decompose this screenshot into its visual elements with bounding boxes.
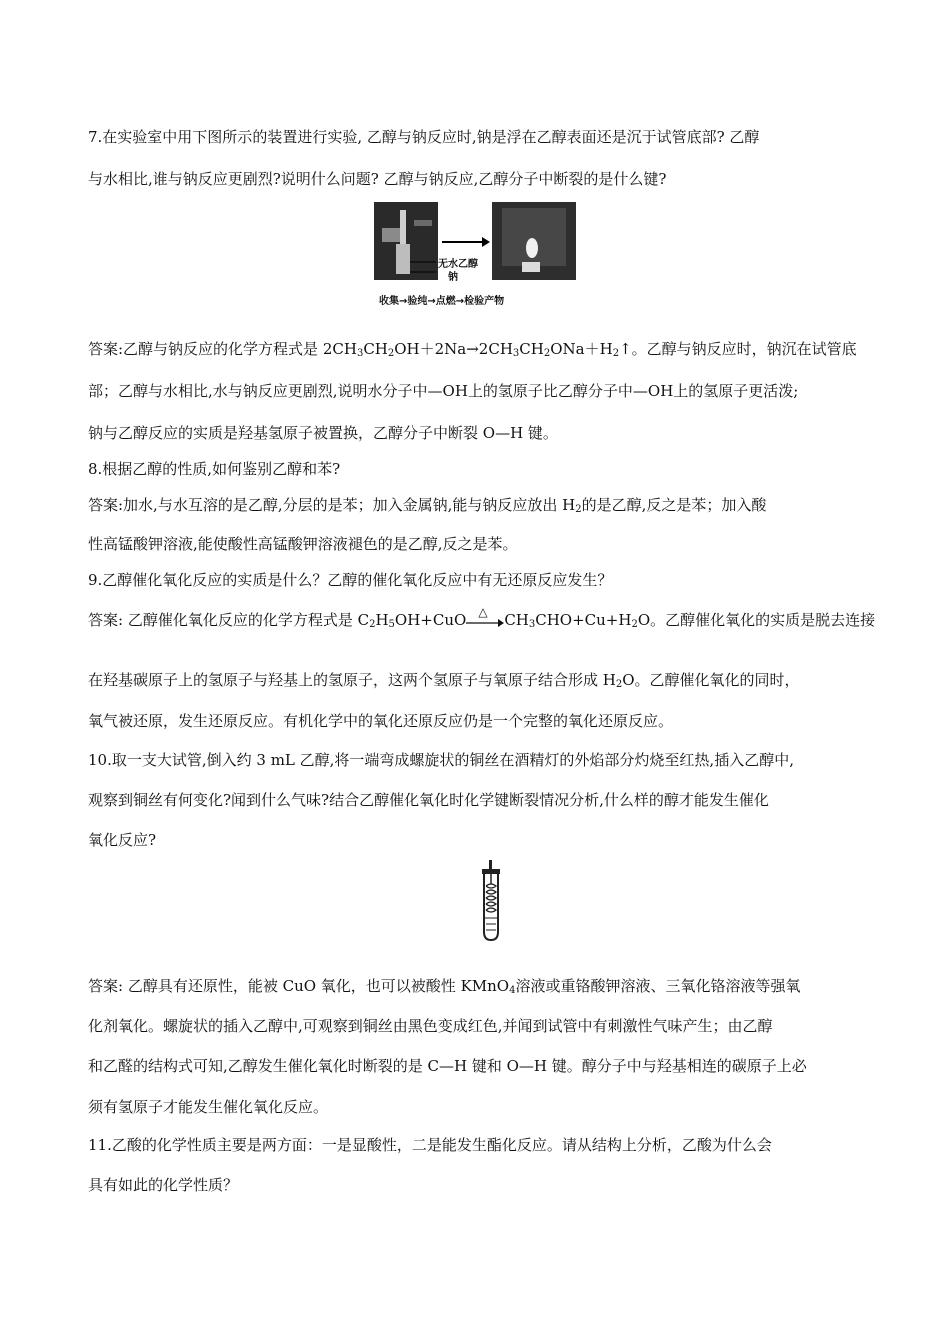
q8-answer-line1: 答案:加水,与水互溶的是乙醇,分层的是苯；加入金属钠,能与钠反应放出 $H_2$的是乙醇,反之是苯；加入酸 (88, 496, 767, 515)
q7-line2: 与水相比,谁与钠反应更剧烈?说明什么问题? 乙醇与钠反应,乙醇分子中断裂的是什么键? (88, 170, 667, 188)
q11-line1: 11.乙酸的化学性质主要是两方面：一是显酸性，二是能发生酯化反应。请从结构上分析，乙酸为什么会 (88, 1136, 772, 1154)
label-sodium: 钠 (448, 272, 458, 283)
q10-line2: 观察到铜丝有何变化?闻到什么气味?结合乙醇催化氧化时化学键断裂情况分析,什么样的醇才能发生催化 (88, 791, 769, 809)
q10-line3: 氧化反应? (88, 831, 157, 849)
q10-answer-line2: 化剂氧化。螺旋状的插入乙醇中,可观察到铜丝由黑色变成红色,并闻到试管中有刺激性气味产生；由乙醇 (88, 1017, 773, 1035)
q8-line1: 8.根据乙醇的性质,如何鉴别乙醇和苯? (88, 460, 341, 478)
q8-answer-line2: 性高锰酸钾溶液,能使酸性高锰酸钾溶液褪色的是乙醇,反之是苯。 (88, 535, 518, 553)
copper-spiral-test-tube-icon (478, 860, 504, 944)
test-tube-figure (478, 860, 504, 944)
q7-answer-line2: 部；乙醇与水相比,水与钠反应更剧烈,说明水分子中—OH上的氢原子比乙醇分子中—OH上的氢原子更活泼; (88, 382, 799, 400)
q9-line1: 9.乙醇催化氧化反应的实质是什么？乙醇的催化氧化反应中有无还原反应发生？ (88, 571, 613, 589)
q9-answer-line3: 氧气被还原，发生还原反应。有机化学中的氧化还原反应仍是一个完整的氧化还原反应。 (88, 712, 674, 730)
q7-answer-line3: 钠与乙醇反应的实质是羟基氢原子被置换，乙醇分子中断裂 O—H 键。 (88, 424, 558, 442)
q9-answer-line1: 答案: 乙醇催化氧化反应的化学方程式是 $C_2H_5OH+CuO$ △ $CH_3CHO+Cu+H_2O$。乙醇催化氧化的实质是脱去连接 (88, 610, 870, 630)
q10-answer-line3: 和乙醛的结构式可知,乙醇发生催化氧化时断裂的是 C—H 键和 O—H 键。醇分子中与羟基相连的碳原子上必 (88, 1057, 807, 1075)
q10-answer-line1: 答案: 乙醇具有还原性，能被 CuO 氧化，也可以被酸性 KMnO$_4$溶液或重铬酸钾溶液、三氧化铬溶液等强氧 (88, 977, 801, 996)
q7-answer-line1: 答案:乙醇与钠反应的化学方程式是 $2CH_3CH_2OH+2Na\to 2CH_3CH_2ONa+H_2↑$。乙醇与钠反应时，钠沉在试管底 (88, 340, 857, 359)
q11-line2: 具有如此的化学性质？ (88, 1176, 239, 1194)
q10-line1: 10.取一支大试管,倒入约 3 mL 乙醇,将一端弯成螺旋状的铜丝在酒精灯的外焰部分灼烧至红热,插入乙醇中, (88, 751, 794, 769)
heat-arrow (466, 605, 504, 628)
heat-symbol-icon: △ (478, 605, 488, 619)
q10-answer-line4: 须有氢原子才能发生催化氧化反应。 (88, 1098, 329, 1116)
q7-line1: 7.在实验室中用下图所示的装置进行实验, 乙醇与钠反应时,钠是浮在乙醇表面还是沉于试管底部? 乙醇 (88, 128, 760, 146)
q7-figure (374, 200, 579, 312)
label-anhydrous-ethanol: 无水乙醇 (438, 259, 478, 270)
figure-caption: 收集→验纯→点燃→检验产物 (379, 296, 505, 307)
q9-answer-line2: 在羟基碳原子上的氢原子与羟基上的氢原子，这两个氢原子与氧原子结合形成 $H_2O$。乙醇催化氧化的同时， (88, 671, 800, 690)
